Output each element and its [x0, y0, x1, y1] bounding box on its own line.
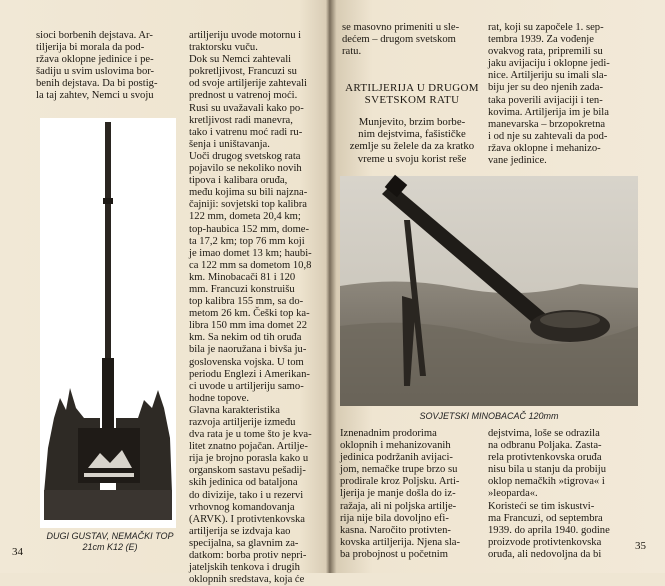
left-col1-top-text: sioci borbenih dejstava. Ar- tiljerija bi morala da pod- ržava oklopne jedinice i pe- šadiju u svim uslovima bor- benih dejstava. Da bi postig- la taj zahtev, Nemci u svoju [36, 30, 158, 102]
right-col1-top-text: se masovno primeniti u sle- dećem – drugom svetskom ratu. [342, 22, 460, 58]
gustav-gun-illustration [40, 118, 176, 528]
mortar-caption: SOVJETSKI MINOBACAČ 120mm [419, 411, 559, 421]
mortar-illustration [340, 176, 638, 406]
section-heading: ARTILJERIJA U DRUGOM SVETSKOM RATU [345, 82, 479, 106]
left-col2-text: artiljeriju uvode motornu i traktorsku vuču. Dok su Nemci zahtevali pokretljivost, Francuzi su od svoje artiljerije zahtevali prednost u vatrenoj moći. Rusi su uvažavali kako po- kretljivost radi manevra, tako i vatrenu moć radi ru- šenja i uništavanja. Uoči drugog svetskog rata pojavilo se nekoliko novih tipova i kalibara oruđa, među kojima su bili najzna- čajniji: sovjetski top kalibra 122 mm, dometa 20,4 km; top-haubica 152 mm, dome- ta 17,2 km; top 76 mm koji je imao domet 13 km; haubi- ca 122 mm sa dometom 10,8 km. Minobacači 81 i 120 mm. Francuzi konstruišu top kalibra 155 mm, sa do- metom 26 km. Češki top ka- libra 150 mm ima domet 22 km. Sa nekim od tih oruđa bila je naoružana i bivša ju- goslovenska vojska. U tom periodu Englezi i Amerikan- ci uvode u artiljeriju samo- hodne topove. Glavna karakteristika razvoja artiljerije između dva rata je u tome što je kva- litet znatno pojačan. Artilje- rija je brojno porasla kako u organskom sastavu pešadij- skih jedinica od bataljona do divizije, tako i u rezervi vrhovnog komandovanja (ARVK). I protivtenkovska artiljerija se izdvaja kao specijalna, sa glavnim za- datkom: borba protiv nepri- jateljskih tenkova i drugih oklopnih sredstava, koja će [189, 30, 312, 586]
left-page-number: 34 [12, 546, 23, 558]
right-col2-top-text: rat, koji su započele 1. sep- tembra 1939. Za vođenje ovakvog rata, pripremili su jaku avijaciju i oklopne jedi- nice. Artiljeriju su imali sla- biju jer su deo njenih zada- taka poverili avijaciji i ten- kovima. Artiljerija im je bila manevarska – brzopokretna i od nje su zahtevali da pod- ržava oklopne i mehanizo- vane jedinice. [488, 22, 610, 167]
section-lead-text: Munjevito, brzim borbe- nim dejstvima, fašističke zemlje su želele da za kratko vreme u svoju korist reše [349, 116, 475, 165]
left-page [0, 0, 328, 586]
right-page [332, 0, 665, 573]
soviet-mortar-photo [340, 176, 638, 406]
gustav-caption: DUGI GUSTAV, NEMAČKI TOP 21cm K12 (E) [46, 531, 174, 552]
right-page-number: 35 [635, 540, 646, 552]
gustav-photo [40, 118, 176, 528]
right-col2-bottom-text: dejstvima, loše se odrazila na odbranu Poljaka. Zasta- rela protivtenkovska oruđa nisu bila u stanju da probiju oklop nemačkih »tigrova« i »leoparda«. Koristeći se tim iskustvi- ma Francuzi, od septembra 1939. do aprila 1940. godine proizvode protivtenkovska oruđa, ali nedovoljna da bi [488, 428, 610, 560]
right-col1-bottom-text: Iznenadnim prodorima oklopnih i mehanizovanih jedinica podržanih avijaci- jom, nemačke trupe brzo su prodirale kroz Poljsku. Arti- ljerija je manje došla do iz- ražaja, ali ni poljska artilje- rija nije bila dovoljno efi- kasna. Naročito protivten- kovska artiljerija. Njena sla- ba probojnost u početnim [340, 428, 461, 560]
